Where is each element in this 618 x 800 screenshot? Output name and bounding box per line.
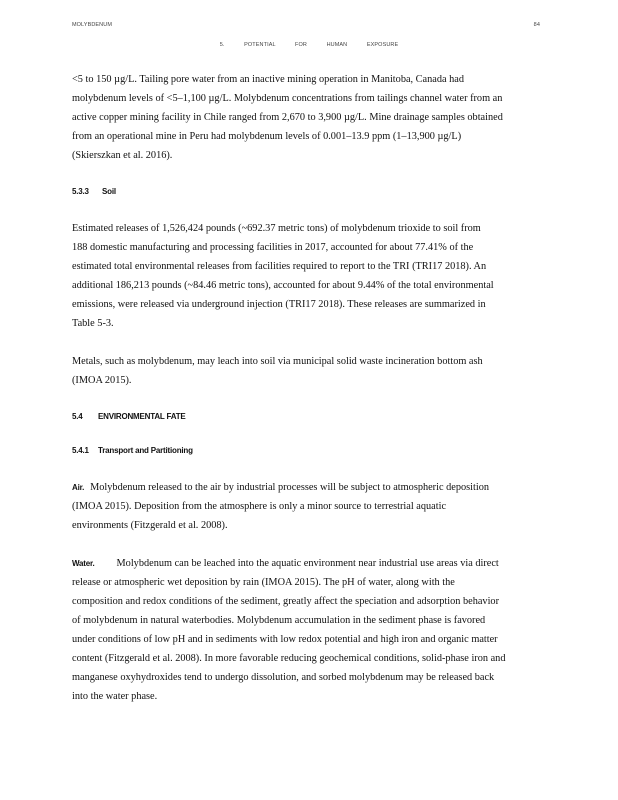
text-line: additional 186,213 pounds (~84.46 metric tons), accounted for about 9.44% of the total environmental [72, 280, 494, 291]
text-line: manganese oxyhydroxides tend to undergo dissolution, and sorbed molybdenum may be released back [72, 672, 495, 683]
text-line: active copper mining facility in Chile ranged from 2,670 to 3,900 µg/L. Mine drainage samples obtained [72, 112, 503, 123]
text-line: Estimated releases of 1,526,424 pounds (~692.37 metric tons) of molybdenum trioxide to soil from [72, 223, 481, 234]
paragraph-tailings [72, 70, 550, 165]
section-title: ENVIRONMENTAL FATE [98, 412, 186, 421]
text-line: of molybdenum in natural waterbodies. Molybdenum accumulation in the sediment phase is favored [72, 615, 486, 626]
section-title: Transport and Partitioning [98, 446, 193, 455]
text-line: estimated total environmental releases from facilities required to report to the TRI (TRI17 2018). An [72, 261, 487, 272]
text-line: composition and redox conditions of the sediment, greatly affect the speciation and adsorption behavior [72, 596, 500, 607]
run-in-heading-air: Air. [72, 483, 85, 492]
text-line: Air. Molybdenum released to the air by industrial processes will be subject to atmospheric deposition [72, 482, 490, 493]
text-line: content (Fitzgerald et al. 2008). In more favorable reducing geochemical conditions, solid-phase iron and [72, 653, 506, 664]
section-title: Soil [102, 187, 116, 196]
text-line: <5 to 150 µg/L. Tailing pore water from an inactive mining operation in Manitoba, Canada had [72, 74, 465, 85]
text-line: Table 5-3. [72, 318, 114, 329]
text-line: release or atmospheric wet deposition by rain (IMOA 2015). The pH of water, along with the [72, 577, 455, 588]
section-heading-5-4-1 [72, 444, 550, 458]
text-line: environments (Fitzgerald et al. 2008). [72, 520, 228, 531]
text-line: (Skierszkan et al. 2016). [72, 150, 173, 161]
chapter-header: 5. POTENTIAL FOR HUMAN EXPOSURE [219, 42, 399, 48]
run-in-heading-water: Water. [72, 559, 95, 568]
section-number: 5.3.3 [72, 187, 89, 196]
paragraph-air [72, 478, 550, 535]
running-header-title: MOLYBDENUM [72, 22, 113, 28]
text-line: (IMOA 2015). Deposition from the atmosphere is only a minor source to terrestrial aquatic [72, 501, 447, 512]
text-line: into the water phase. [72, 691, 158, 702]
text-line: Water. Molybdenum can be leached into the aquatic environment near industrial use areas via direct [72, 558, 499, 569]
text-line: from an operational mine in Peru had molybdenum levels of 0.001–13.9 ppm (1–13,900 µg/L) [72, 131, 462, 142]
text-line: emissions, were released via underground injection (TRI17 2018). These releases are summarized in [72, 299, 486, 310]
text-line: 188 domestic manufacturing and processing facilities in 2017, accounted for about 77.41% of the [72, 242, 474, 253]
section-heading-5-3-3 [72, 185, 550, 199]
paragraph-water [72, 554, 550, 706]
section-heading-5-4 [72, 410, 550, 424]
text-line: under conditions of low pH and in sediments with low redox potential and high iron and organic matter [72, 634, 498, 645]
paragraph-soil-releases [72, 219, 550, 333]
section-number: 5.4.1 [72, 446, 89, 455]
text-line: (IMOA 2015). [72, 375, 132, 386]
section-number: 5.4 [72, 412, 83, 421]
page-number: 84 [533, 22, 540, 28]
text-line: molybdenum levels of <5–1,100 µg/L. Molybdenum concentrations from tailings channel water from an [72, 93, 503, 104]
text-line: Metals, such as molybdenum, may leach into soil via municipal solid waste incineration bottom ash [72, 356, 483, 367]
paragraph-soil-leaching [72, 352, 550, 390]
document-body [72, 70, 550, 706]
